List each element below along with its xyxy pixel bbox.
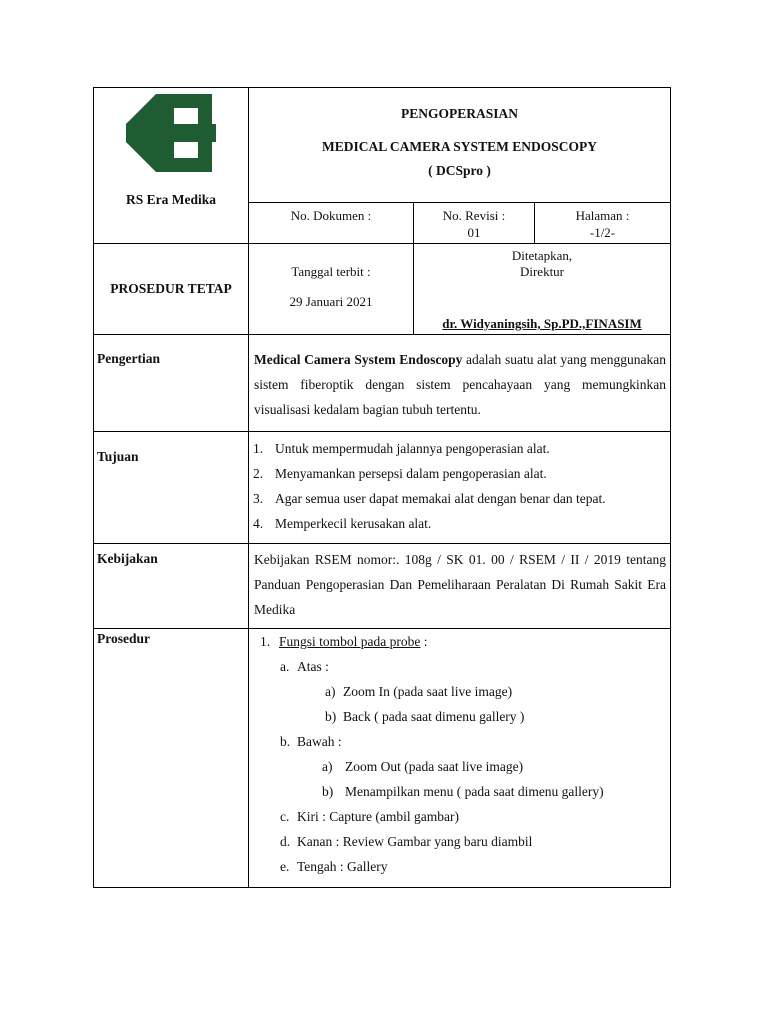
list-item: e. Tengah : Gallery — [280, 859, 388, 874]
list-item: c. Kiri : Capture (ambil gambar) — [280, 809, 459, 824]
halaman-label: Halaman : — [575, 208, 630, 223]
no-revisi-cell — [414, 203, 535, 244]
signature-cell — [414, 244, 671, 335]
no-dokumen-label: No. Dokumen : — [290, 208, 372, 223]
tanggal-cell — [249, 244, 414, 335]
hospital-name: RS Era Medika — [125, 192, 216, 207]
sop-table — [93, 87, 671, 888]
hospital-logo-icon — [126, 94, 216, 172]
tujuan-content — [249, 432, 671, 544]
pengertian-term: Medical Camera System Endoscopy — [254, 352, 463, 367]
halaman-cell — [535, 203, 671, 244]
title-line-2: MEDICAL CAMERA SYSTEM ENDOSCOPY — [322, 139, 597, 154]
tanggal-label: Tanggal terbit : — [291, 264, 371, 279]
list-item: d. Kanan : Review Gambar yang baru diambil — [280, 834, 533, 849]
list-item: a) Zoom In (pada saat live image) — [325, 684, 513, 699]
kebijakan-label-cell — [94, 544, 249, 629]
prosedur-content — [249, 629, 671, 888]
protap-cell — [94, 244, 249, 335]
kebijakan-label: Kebijakan — [97, 551, 158, 566]
list-item: 2. Menyamankan persepsi dalam pengoperasian alat. — [253, 466, 547, 481]
halaman-value: -1/2- — [589, 225, 616, 240]
list-item: 4. Memperkecil kerusakan alat. — [253, 516, 432, 531]
logo-cell — [94, 88, 249, 244]
prosedur-label-cell — [94, 629, 249, 888]
list-item: 3. Agar semua user dapat memakai alat dengan benar dan tepat. — [253, 491, 606, 506]
title-line-1: PENGOPERASIAN — [400, 106, 518, 121]
tujuan-label: Tujuan — [97, 449, 139, 464]
protap-label: PROSEDUR TETAP — [110, 281, 232, 296]
pengertian-label: Pengertian — [97, 351, 160, 366]
logo-cross-stem — [156, 94, 174, 172]
kebijakan-content — [249, 544, 671, 629]
list-item: b. Bawah : — [280, 734, 342, 749]
pengertian-label-cell — [94, 335, 249, 432]
no-revisi-value: 01 — [467, 225, 481, 240]
list-item: a) Zoom Out (pada saat live image) — [322, 759, 524, 774]
step1-title: Fungsi tombol pada probe — [279, 634, 421, 649]
list-item: 1. Untuk mempermudah jalannya pengoperasian alat. — [253, 441, 550, 456]
title-line-3: ( DCSpro ) — [428, 163, 491, 178]
tanggal-value: 29 Januari 2021 — [289, 294, 373, 309]
list-item: a. Atas : — [280, 659, 329, 674]
pengertian-text: adalah suatu alat yang menggunakan sistem fiberoptik dengan sistem pencahayaan yang memungkinkan visualisasi kedalam bagian tubuh tertentu. — [254, 352, 666, 417]
ditetapkan-text: Ditetapkan, — [511, 248, 573, 263]
direktur-text: Direktur — [519, 264, 565, 279]
prosedur-label: Prosedur — [97, 631, 150, 646]
pengertian-content — [249, 335, 671, 432]
no-dokumen-cell — [249, 203, 414, 244]
kebijakan-text: Kebijakan RSEM nomor:. 108g / SK 01. 00 / RSEM / II / 2019 tentang Panduan Pengoperasian Dan Pemeliharaan Peralatan Di Rumah Sakit Era Medika — [254, 552, 666, 617]
list-item: b) Back ( pada saat dimenu gallery ) — [325, 709, 525, 724]
signer-name: dr. Widyaningsih, Sp.PD.,FINASIM — [442, 316, 642, 331]
list-item: b) Menampilkan menu ( pada saat dimenu gallery) — [322, 784, 604, 799]
sop-document — [93, 87, 670, 888]
tujuan-list — [249, 432, 670, 540]
document-title — [249, 88, 671, 203]
list-item: 1. Fungsi tombol pada probe : — [260, 634, 428, 649]
tujuan-label-cell — [94, 432, 249, 544]
no-revisi-label: No. Revisi : — [442, 208, 506, 223]
